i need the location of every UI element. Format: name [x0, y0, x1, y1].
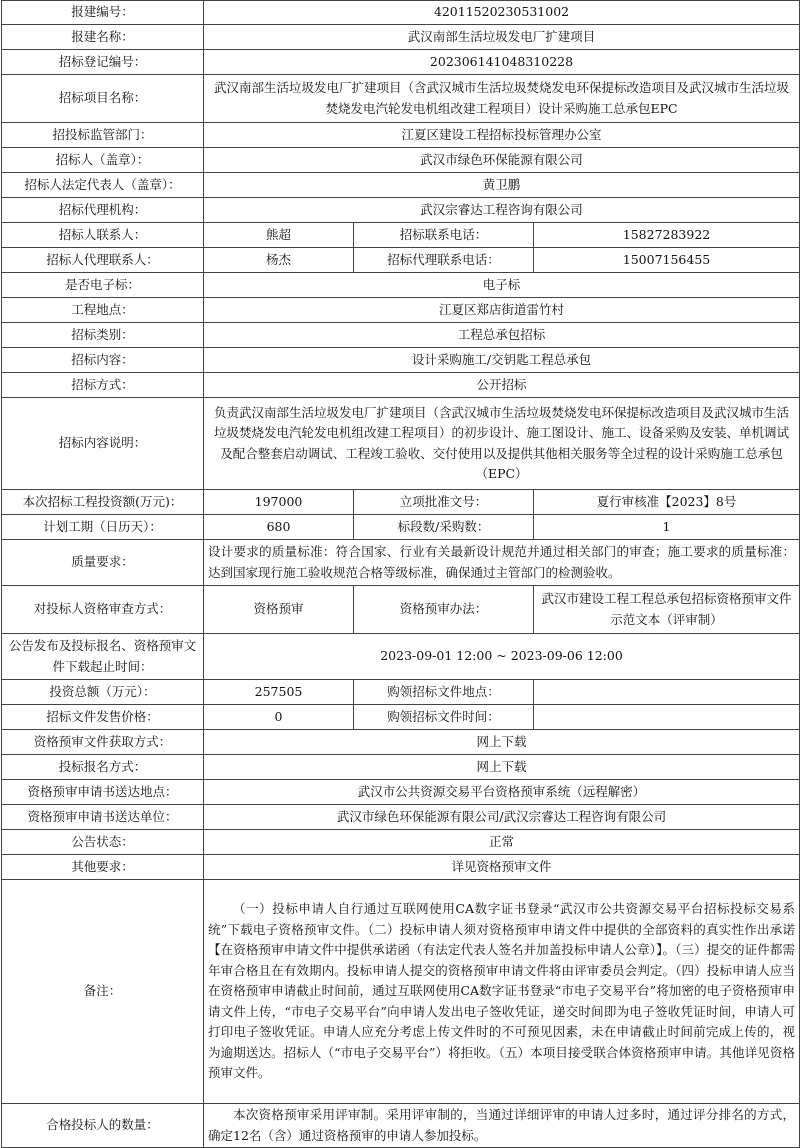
value-method: 公开招标 — [204, 373, 800, 398]
row-location — [2, 298, 800, 323]
label-content: 招标内容： — [2, 348, 204, 373]
value-purchase-time — [534, 705, 800, 730]
row-agency — [2, 198, 800, 223]
label-agent-contact: 招标人代理联系人： — [2, 248, 204, 273]
row-desc — [2, 398, 800, 490]
label-purchase-place: 购领招标文件地点： — [354, 680, 534, 705]
value-deliver-place: 武汉市公共资源交易平台资格预审系统（远程解密） — [204, 780, 800, 805]
value-remarks: （一）投标申请人自行通过互联网使用CA数字证书登录“武汉市公共资源交易平台招标投标交易系统”下载电子资格预审文件。（二）投标申请人须对资格预审申请文件中提供的全部资料的真实性作出承诺【在资格预审申请文件中提供承诺函（有法定代表人签名并加盖投标申请人公章）】。（三）提交的证件都需年审合格且在有效期内。投标申请人提交的资格预审申请文件将由评审委员会判定。（四）投标申请人应当在资格预审申请截止时间前，通过互联网使用CA数字证书登录“市电子交易平台”将加密的电子资格预审申请文件上传，“市电子交易平台”向申请人发出电子签收凭证，递交时间即为电子签收凭证时间，申请人可打印电子签收凭证。申请人应充分考虑上传文件时的不可预见因素，未在申请截止时间前完成上传的，视为逾期送达。招标人（“市电子交易平台”）将拒收。（五）本项目接受联合体资格预审申请。其他详见资格预审文件。 — [204, 880, 800, 1104]
value-approval-no: 夏行审核准【2023】8号 — [534, 490, 800, 515]
row-contact — [2, 223, 800, 248]
value-purchase-place — [534, 680, 800, 705]
row-qual-review — [2, 586, 800, 634]
label-supervisor: 招投标监管部门： — [2, 123, 204, 148]
row-deliver-unit — [2, 805, 800, 830]
label-agent-phone: 招标代理联系电话： — [354, 248, 534, 273]
value-bj-name: 武汉南部生活垃圾发电厂扩建项目 — [204, 25, 800, 50]
row-electronic — [2, 273, 800, 298]
label-remarks: 备注： — [2, 880, 204, 1104]
label-obtain: 资格预审文件获取方式： — [2, 730, 204, 755]
row-method — [2, 373, 800, 398]
label-investment: 本次招标工程投资额(万元)： — [2, 490, 204, 515]
label-legal-rep: 招标人法定代表人（盖章）： — [2, 173, 204, 198]
value-duration: 680 — [204, 515, 354, 540]
label-project-name: 招标项目名称： — [2, 75, 204, 123]
value-sections: 1 — [534, 515, 800, 540]
label-contact: 招标人联系人： — [2, 223, 204, 248]
label-method: 招标方式： — [2, 373, 204, 398]
label-register: 投标报名方式： — [2, 755, 204, 780]
row-register — [2, 755, 800, 780]
value-period: 2023-09-01 12:00 ~ 2023-09-06 12:00 — [204, 634, 800, 680]
row-period — [2, 634, 800, 680]
value-tenderer: 武汉市绿色环保能源有限公司 — [204, 148, 800, 173]
value-agent-phone: 15007156455 — [534, 248, 800, 273]
label-tenderer: 招标人（盖章）： — [2, 148, 204, 173]
value-qual-review: 资格预审 — [204, 586, 354, 634]
label-category: 招标类别： — [2, 323, 204, 348]
value-qualified: 本次资格预审采用评审制。采用评审制的，当通过详细评审的申请人过多时，通过评分排名的方式，确定12名（含）通过资格预审的申请人参加投标。 — [204, 1104, 800, 1148]
value-other: 详见资格预审文件 — [204, 855, 800, 880]
row-obtain — [2, 730, 800, 755]
label-approval-no: 立项批准文号： — [354, 490, 534, 515]
label-qualified: 合格投标人的数量： — [2, 1104, 204, 1148]
label-location: 工程地点： — [2, 298, 204, 323]
value-supervisor: 江夏区建设工程招标投标管理办公室 — [204, 123, 800, 148]
row-category — [2, 323, 800, 348]
row-reg-no — [2, 50, 800, 75]
row-price — [2, 705, 800, 730]
label-contact-phone: 招标联系电话： — [354, 223, 534, 248]
label-sections: 标段数/采购数： — [354, 515, 534, 540]
row-tenderer — [2, 148, 800, 173]
row-quality — [2, 540, 800, 586]
value-contact-phone: 15827283922 — [534, 223, 800, 248]
value-contact: 熊超 — [204, 223, 354, 248]
row-legal-rep — [2, 173, 800, 198]
row-investment — [2, 490, 800, 515]
value-price: 0 — [204, 705, 354, 730]
value-agency: 武汉宗睿达工程咨询有限公司 — [204, 198, 800, 223]
row-status — [2, 830, 800, 855]
value-quality: 设计要求的质量标准：符合国家、行业有关最新设计规范并通过相关部门的审查；施工要求的质量标准：达到国家现行施工验收规范合格等级标准，确保通过主管部门的检测验收。 — [204, 540, 800, 586]
row-bj-no — [2, 1, 800, 25]
label-price: 招标文件发售价格： — [2, 705, 204, 730]
row-duration — [2, 515, 800, 540]
value-total-invest: 257505 — [204, 680, 354, 705]
value-desc: 负责武汉南部生活垃圾发电厂扩建项目（含武汉城市生活垃圾焚烧发电环保提标改造项目及武汉城市生活垃圾焚烧发电汽轮发电机组改建工程项目）的初步设计、施工图设计、施工、设备采购及安装、单机调试及配合整套启动调试、工程竣工验收、交付使用以及提供其他相关服务等全过程的设计采购施工总承包（EPC） — [204, 398, 800, 490]
row-deliver-place — [2, 780, 800, 805]
value-content: 设计采购施工/交钥匙工程总承包 — [204, 348, 800, 373]
label-quality: 质量要求： — [2, 540, 204, 586]
value-reg-no: 20230614104831​0228 — [204, 50, 800, 75]
value-electronic: 电子标 — [204, 273, 800, 298]
label-other: 其他要求： — [2, 855, 204, 880]
value-register: 网上下载 — [204, 755, 800, 780]
row-total-invest — [2, 680, 800, 705]
label-status: 公告状态： — [2, 830, 204, 855]
value-category: 工程总承包招标 — [204, 323, 800, 348]
label-reg-no: 招标登记编号： — [2, 50, 204, 75]
value-project-name: 武汉南部生活垃圾发电厂扩建项目（含武汉城市生活垃圾焚烧发电环保提标改造项目及武汉城市生活垃圾焚烧发电汽轮发电机组改建工程项目）设计采购施工总承包EPC — [204, 75, 800, 123]
label-prequal-method: 资格预审办法： — [354, 586, 534, 634]
row-qualified — [2, 1104, 800, 1148]
value-bj-no: 42011520230531002 — [204, 1, 800, 25]
label-deliver-place: 资格预审申请书送达地点： — [2, 780, 204, 805]
label-deliver-unit: 资格预审申请书送达单位： — [2, 805, 204, 830]
value-deliver-unit: 武汉市绿色环保能源有限公司/武汉宗睿达工程咨询有限公司 — [204, 805, 800, 830]
row-content — [2, 348, 800, 373]
label-agency: 招标代理机构： — [2, 198, 204, 223]
tender-notice-table — [1, 0, 800, 1148]
label-qual-review: 对投标人资格审查方式： — [2, 586, 204, 634]
value-location: 江夏区郑店街道雷竹村 — [204, 298, 800, 323]
label-period: 公告发布及投标报名、资格预审文件下载起止时间： — [2, 634, 204, 680]
label-desc: 招标内容说明： — [2, 398, 204, 490]
value-status: 正常 — [204, 830, 800, 855]
value-obtain: 网上下载 — [204, 730, 800, 755]
row-supervisor — [2, 123, 800, 148]
label-purchase-time: 购领招标文件时间： — [354, 705, 534, 730]
value-agent-contact: 杨杰 — [204, 248, 354, 273]
row-other — [2, 855, 800, 880]
label-electronic: 是否电子标： — [2, 273, 204, 298]
value-legal-rep: 黄卫鹏 — [204, 173, 800, 198]
value-prequal-method: 武汉市建设工程工程总承包招标资格预审文件示范文本（评审制） — [534, 586, 800, 634]
label-bj-no: 报建编号： — [2, 1, 204, 25]
label-duration: 计划工期（日历天）： — [2, 515, 204, 540]
value-investment: 197000 — [204, 490, 354, 515]
row-remarks — [2, 880, 800, 1104]
row-agent-contact — [2, 248, 800, 273]
row-project-name — [2, 75, 800, 123]
row-bj-name — [2, 25, 800, 50]
label-total-invest: 投资总额（万元）： — [2, 680, 204, 705]
label-bj-name: 报建名称： — [2, 25, 204, 50]
